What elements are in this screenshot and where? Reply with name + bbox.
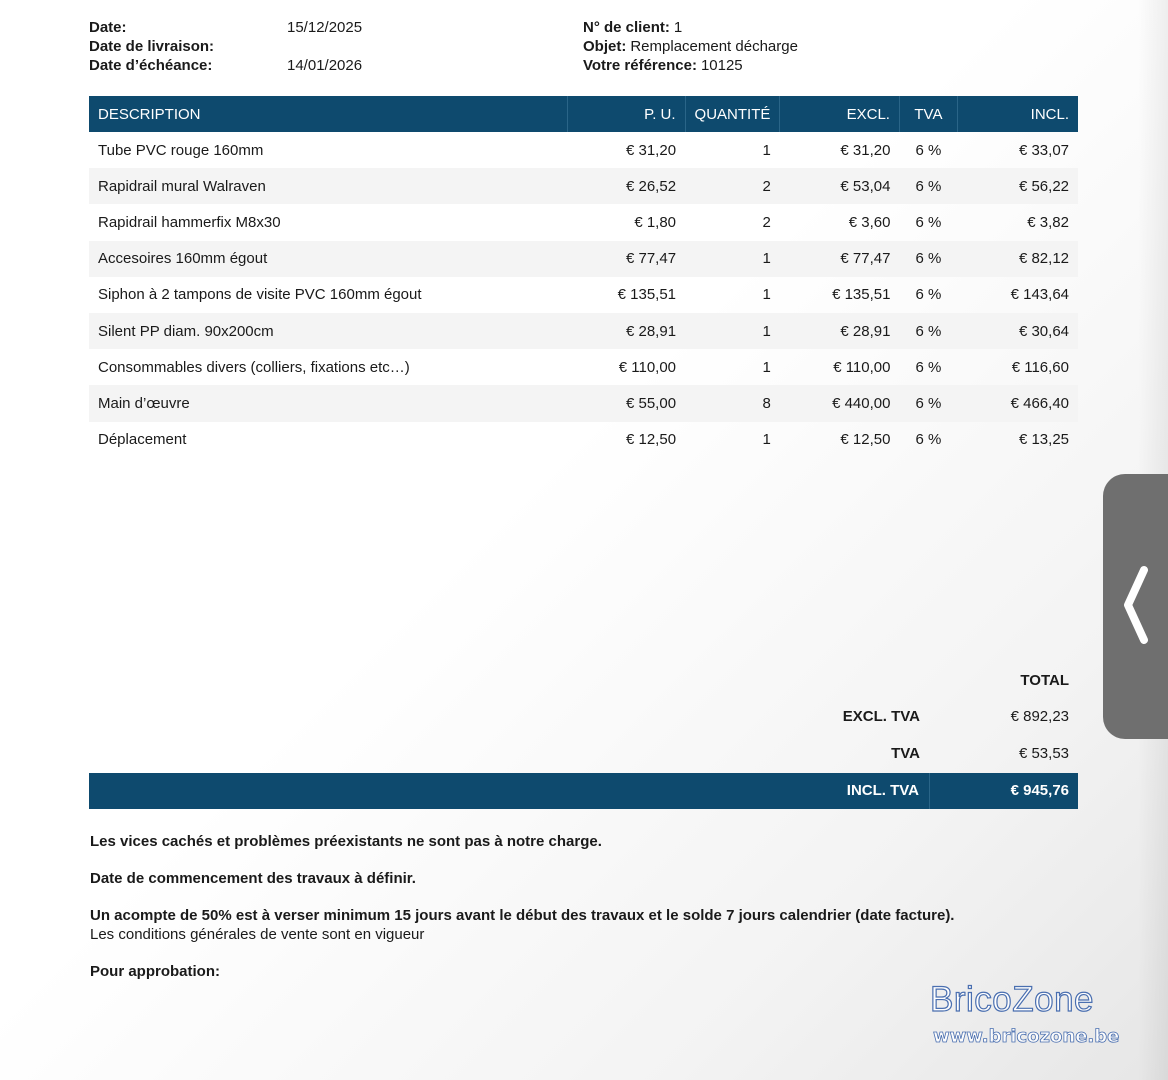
cell-description: Silent PP diam. 90x200cm — [89, 313, 567, 349]
object-label: Objet: — [583, 38, 627, 55]
table-header-row — [89, 96, 1078, 132]
cell-quantity: 1 — [685, 241, 780, 277]
table-row — [89, 132, 1078, 168]
totals-excl-row — [89, 699, 1078, 736]
incl-tva-label: INCL. TVA — [89, 773, 930, 810]
cell-description: Rapidrail mural Walraven — [89, 168, 567, 204]
cell-unit-price: € 55,00 — [567, 385, 685, 421]
cell-unit-price: € 1,80 — [634, 213, 677, 231]
meta-object — [583, 37, 798, 56]
table-row — [89, 277, 1078, 313]
cell-excl: € 12,50 — [840, 431, 891, 449]
cell-description: Rapidrail hammerfix M8x30 — [98, 213, 281, 231]
cell-description: Tube PVC rouge 160mm — [98, 141, 264, 159]
reference-label: Votre référence: — [583, 57, 697, 74]
totals-tva-row — [89, 735, 1078, 772]
cell-excl: € 110,00 — [833, 358, 891, 376]
cell-tva: 6 % — [899, 313, 957, 349]
note-approval: Pour approbation: — [90, 963, 220, 980]
excl-tva-label: EXCL. TVA — [842, 708, 920, 726]
date-label: Date: — [89, 19, 127, 36]
cell-tva: 6 % — [915, 286, 942, 304]
note-general-conditions: Les conditions générales de vente sont en vigueur — [90, 926, 425, 943]
due-label: Date d’échéance: — [89, 57, 213, 74]
table-row — [89, 349, 1078, 385]
totals-block — [89, 662, 1078, 809]
cell-quantity: 2 — [685, 168, 780, 204]
cell-excl: € 3,60 — [848, 213, 891, 231]
reference-value: 10125 — [700, 57, 743, 74]
client-label: N° de client: — [583, 19, 670, 36]
cell-excl: € 28,91 — [780, 313, 900, 349]
column-header-incl: INCL. — [957, 96, 1078, 132]
column-header-excl: EXCL. — [780, 96, 900, 132]
cell-incl: € 466,40 — [957, 385, 1078, 421]
cell-quantity: 1 — [685, 313, 780, 349]
cell-unit-price: € 135,51 — [617, 286, 677, 304]
table-row — [89, 422, 1078, 458]
meta-delivery — [89, 37, 362, 56]
cell-unit-price: € 28,91 — [567, 313, 685, 349]
cell-incl: € 143,64 — [1010, 286, 1069, 304]
cell-tva: 6 % — [899, 168, 957, 204]
cell-quantity: 1 — [762, 286, 771, 304]
tva-value: € 53,53 — [1018, 744, 1069, 762]
note-deposit: Un acompte de 50% est à verser minimum 15 jours avant le début des travaux et le solde 7 jours calendrier (date facture). — [90, 907, 955, 924]
cell-excl: € 440,00 — [780, 385, 900, 421]
cell-description: Main d’œuvre — [89, 385, 567, 421]
excl-tva-value: € 892,23 — [1010, 708, 1069, 726]
date-value: 15/12/2025 — [287, 19, 363, 36]
cell-excl: € 135,51 — [832, 286, 891, 304]
table-row — [89, 241, 1078, 277]
meta-date — [89, 18, 362, 37]
column-header-unit-price: P. U. — [567, 96, 685, 132]
cell-quantity: 1 — [762, 358, 771, 376]
column-header-description: DESCRIPTION — [89, 96, 567, 132]
bricozone-watermark-url: www.bricozone.be — [933, 1026, 1120, 1047]
due-value: 14/01/2026 — [287, 57, 363, 74]
cell-quantity: 2 — [762, 213, 771, 231]
cell-tva: 6 % — [915, 358, 942, 376]
column-header-tva: TVA — [899, 96, 957, 132]
cell-quantity: 1 — [762, 431, 771, 449]
meta-due — [89, 56, 362, 75]
table-row — [89, 204, 1078, 240]
note-start-date: Date de commencement des travaux à définir. — [90, 870, 416, 887]
cell-unit-price: € 31,20 — [625, 141, 677, 159]
client-value: 1 — [673, 19, 683, 36]
items-table — [89, 96, 1078, 458]
cell-description: Siphon à 2 tampons de visite PVC 160mm égout — [98, 286, 422, 304]
incl-tva-value: € 945,76 — [1010, 782, 1069, 800]
cell-unit-price: € 110,00 — [618, 358, 677, 376]
table-row — [89, 313, 1078, 349]
note-hidden-defects: Les vices cachés et problèmes préexistants ne sont pas à notre charge. — [90, 833, 602, 850]
cell-incl: € 116,60 — [1011, 358, 1069, 376]
table-row — [89, 168, 1078, 204]
cell-incl: € 82,12 — [957, 241, 1078, 277]
cell-description: Déplacement — [98, 431, 187, 449]
cell-tva: 6 % — [915, 213, 942, 231]
meta-reference — [583, 56, 798, 75]
cell-unit-price: € 26,52 — [567, 168, 685, 204]
tva-label: TVA — [891, 744, 920, 762]
invoice-meta-right — [583, 18, 798, 75]
cell-tva: 6 % — [899, 385, 957, 421]
cell-description: Accesoires 160mm égout — [89, 241, 567, 277]
cell-incl: € 33,07 — [1018, 141, 1069, 159]
column-header-quantity: QUANTITÉ — [685, 96, 780, 132]
totals-header-row — [89, 662, 1078, 699]
delivery-label: Date de livraison: — [89, 38, 215, 55]
cell-quantity: 1 — [762, 141, 771, 159]
cell-excl: € 53,04 — [780, 168, 900, 204]
cell-tva: 6 % — [899, 241, 957, 277]
table-row — [89, 385, 1078, 421]
meta-client — [583, 18, 798, 37]
totals-incl-row — [89, 773, 1078, 810]
object-value: Remplacement décharge — [630, 38, 798, 55]
cell-description: Consommables divers (colliers, fixations etc…) — [98, 358, 410, 376]
cell-incl: € 56,22 — [957, 168, 1078, 204]
cell-quantity: 8 — [685, 385, 780, 421]
cell-excl: € 31,20 — [840, 141, 891, 159]
bricozone-watermark-logo: BricoZone — [930, 980, 1095, 1019]
total-label: TOTAL — [1020, 671, 1069, 689]
cell-tva: 6 % — [915, 141, 942, 159]
cell-unit-price: € 12,50 — [625, 431, 677, 449]
cell-incl: € 13,25 — [1018, 431, 1069, 449]
invoice-notes — [90, 832, 1070, 981]
cell-tva: 6 % — [915, 431, 942, 449]
chevron-left-icon[interactable] — [1118, 560, 1158, 650]
cell-incl: € 3,82 — [1027, 213, 1069, 231]
cell-incl: € 30,64 — [957, 313, 1078, 349]
cell-excl: € 77,47 — [780, 241, 900, 277]
cell-unit-price: € 77,47 — [567, 241, 685, 277]
invoice-meta-left — [89, 18, 362, 75]
